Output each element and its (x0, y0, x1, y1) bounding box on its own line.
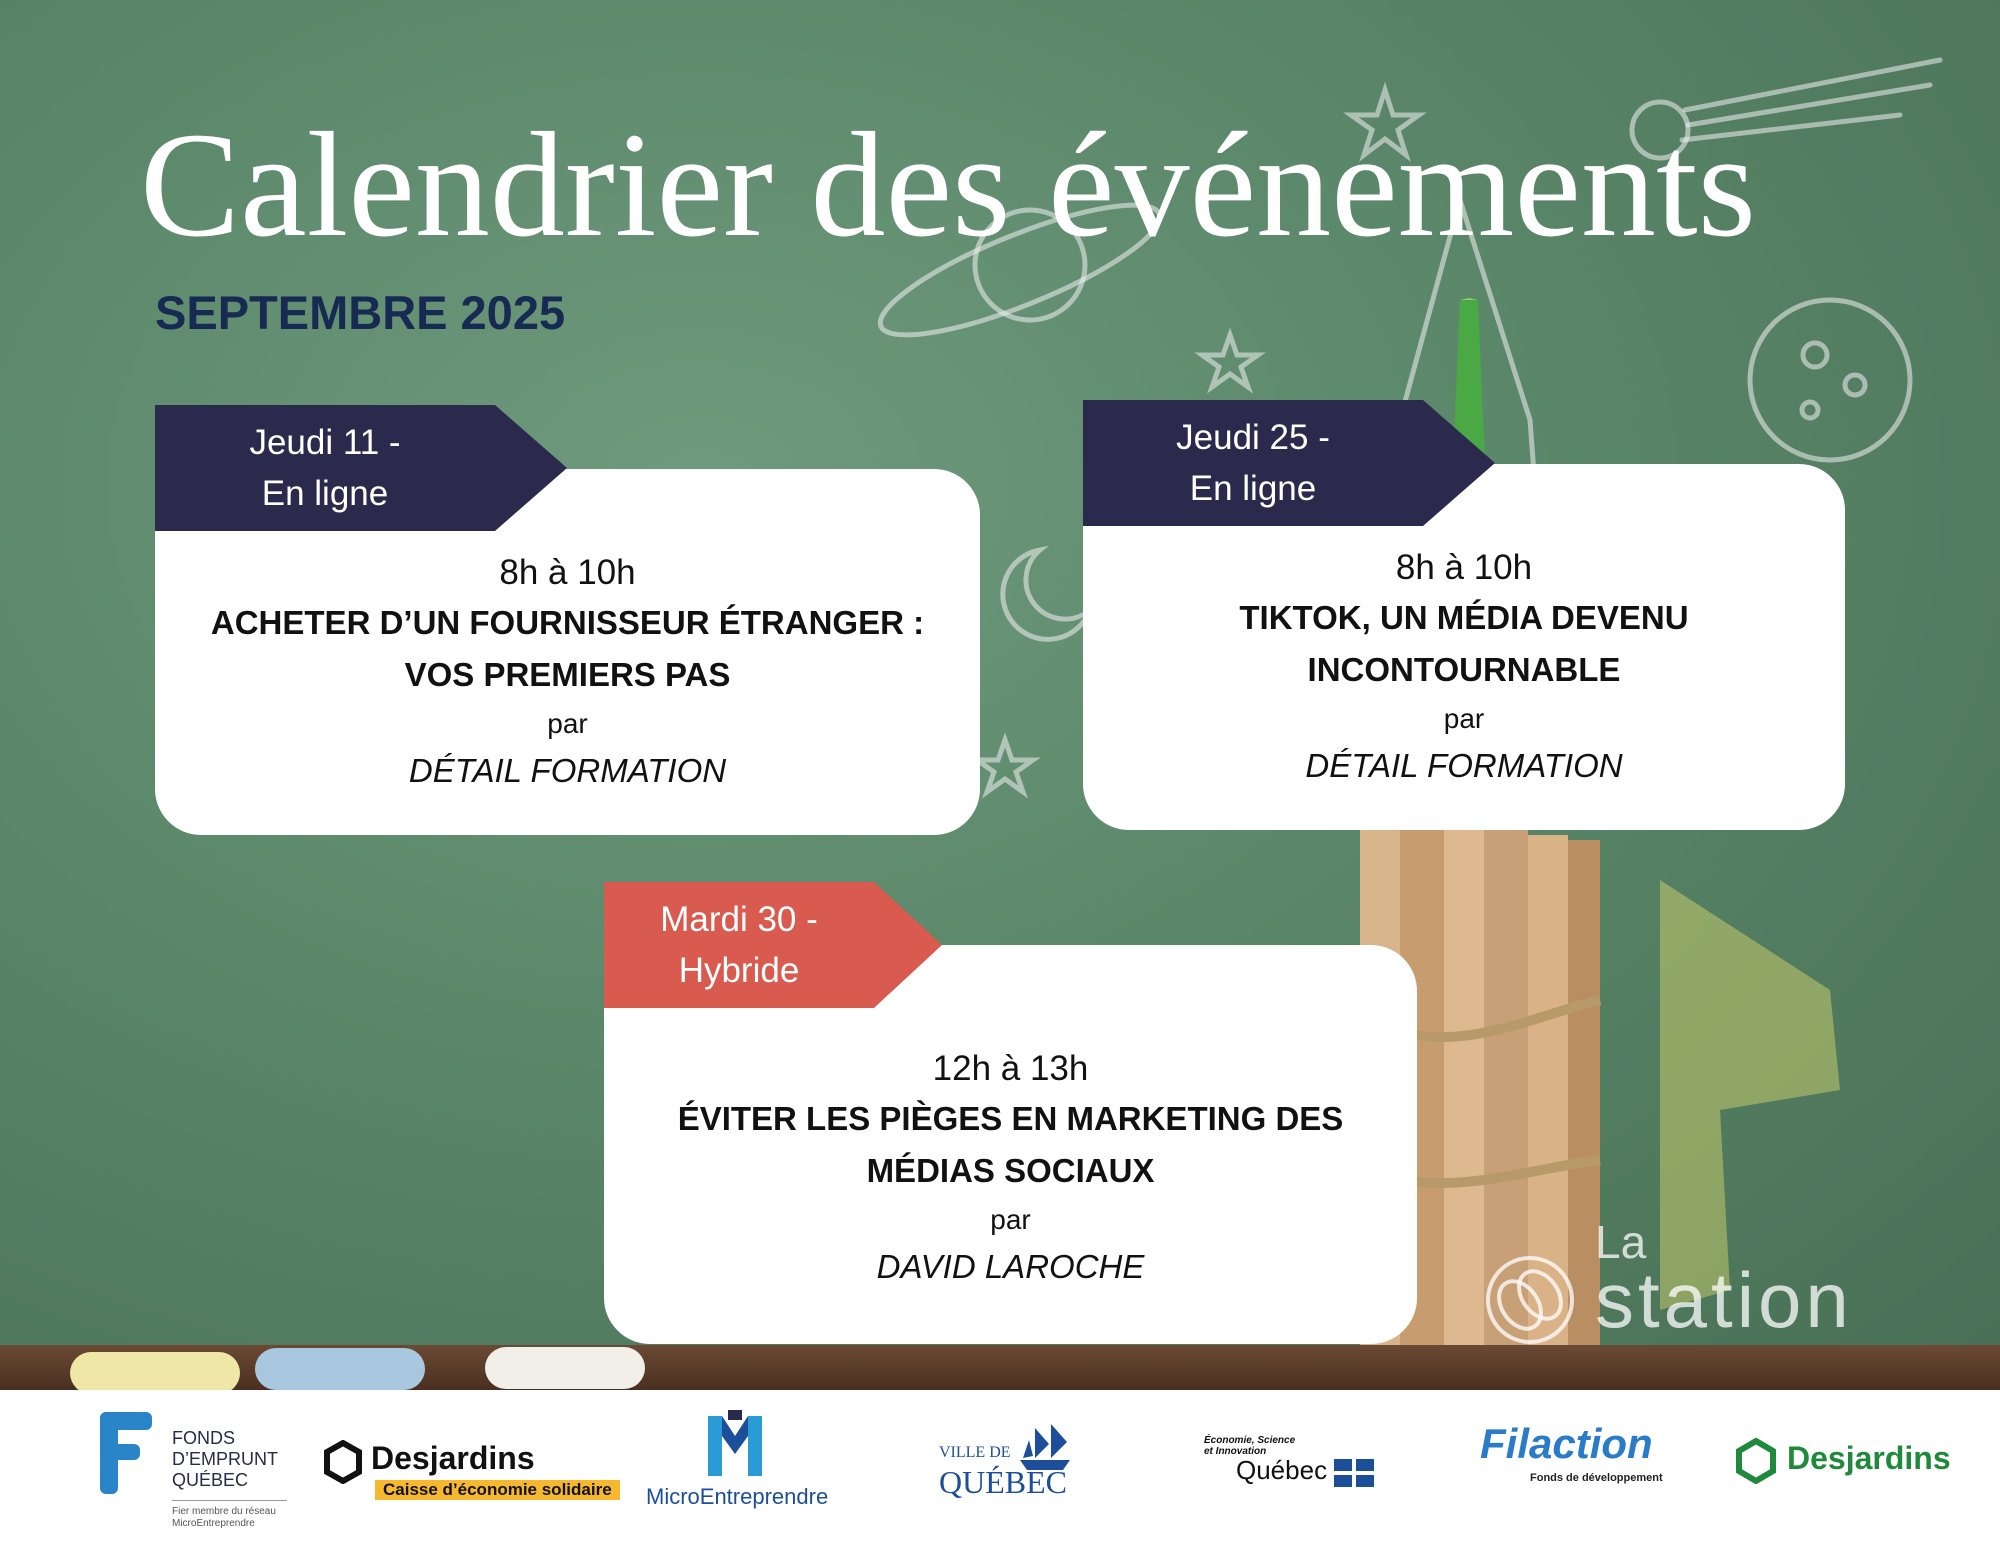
event-day: Jeudi 25 - (1176, 418, 1330, 457)
microentreprendre-name: MicroEntreprendre (646, 1484, 829, 1509)
desjardins-green-hexagon-icon (1735, 1438, 1777, 1484)
filaction-sub: Fonds de développement (1530, 1472, 1663, 1484)
event-card-2 (1083, 400, 1845, 830)
desjardins-name: Desjardins (1787, 1440, 1951, 1476)
ville-quebec-line2: QUÉBEC (939, 1464, 1067, 1500)
economie-line2: et Innovation (1204, 1446, 1267, 1457)
fonds-tagline2: MicroEntreprendre (172, 1518, 255, 1529)
event-card-3 (604, 882, 1417, 1344)
ville-quebec-line1: VILLE DE (939, 1444, 1011, 1461)
event-speaker: DÉTAIL FORMATION (408, 752, 727, 789)
fonds-emprunt-logo (100, 1412, 300, 1537)
event-day: Mardi 30 - (660, 900, 818, 939)
event-by: par (547, 708, 588, 739)
filaction-logo (1480, 1420, 1663, 1500)
sponsor-footer (0, 1390, 2000, 1545)
event-date-tag (604, 882, 874, 1008)
event-speaker: DAVID LAROCHE (876, 1248, 1145, 1285)
white-chalk (485, 1347, 645, 1389)
month-subtitle: SEPTEMBRE 2025 (155, 286, 566, 339)
event-title-line1: TIKTOK, UN MÉDIA DEVENU (1239, 599, 1689, 636)
event-date-tag (1083, 400, 1423, 526)
yellow-chalk (70, 1352, 240, 1390)
event-mode: En ligne (1189, 469, 1317, 508)
event-title-line1: ACHETER D’UN FOURNISSEUR ÉTRANGER : (210, 604, 925, 641)
desjardins-caisse-sub: Caisse d’économie solidaire (375, 1480, 620, 1500)
fonds-divider (172, 1500, 287, 1501)
filaction-name: Filaction (1480, 1420, 1653, 1467)
event-time: 8h à 10h (1395, 548, 1533, 587)
event-date-tag (155, 405, 495, 531)
event-title-line2: VOS PREMIERS PAS (404, 656, 731, 693)
quebec-flag-icon (1334, 1459, 1374, 1487)
station-mark-icon (1485, 1250, 1575, 1350)
event-title-line2: INCONTOURNABLE (1307, 651, 1621, 688)
blue-chalk (255, 1348, 425, 1390)
desjardins-caisse-name: Desjardins (371, 1440, 535, 1476)
page-title: Calendrier des événements (140, 102, 1757, 268)
station-line2: station (1595, 1256, 1853, 1344)
economie-line1: Économie, Science (1204, 1435, 1296, 1446)
economie-quebec-logo (1200, 1435, 1380, 1505)
tag-arrow (1423, 400, 1495, 526)
desjardins-hexagon-icon (323, 1440, 363, 1484)
event-by: par (1443, 703, 1485, 734)
event-mode: En ligne (261, 474, 389, 513)
event-card-1 (155, 405, 980, 835)
event-mode: Hybride (678, 951, 800, 990)
fonds-tagline1: Fier membre du réseau (172, 1506, 276, 1517)
fonds-line1: FONDS (172, 1428, 235, 1448)
economie-line3: Québec (1236, 1455, 1328, 1485)
fonds-f-icon (100, 1412, 152, 1494)
tag-arrow (495, 405, 567, 531)
microentreprendre-logo (640, 1410, 830, 1525)
event-title-line2: MÉDIAS SOCIAUX (866, 1152, 1155, 1189)
event-by: par (990, 1204, 1031, 1235)
fonds-line3: QUÉBEC (172, 1470, 249, 1490)
tag-arrow (874, 882, 942, 1008)
station-line1: La (1595, 1216, 1647, 1268)
event-title-line1: ÉVITER LES PIÈGES EN MARKETING DES (677, 1100, 1344, 1137)
microentreprendre-m-icon (708, 1410, 762, 1476)
event-time: 12h à 13h (932, 1049, 1089, 1088)
ville-quebec-logo (935, 1420, 1085, 1515)
fonds-line2: D’EMPRUNT (172, 1449, 278, 1469)
desjardins-logo (1735, 1438, 1960, 1494)
event-day: Jeudi 11 - (249, 423, 401, 462)
event-time: 8h à 10h (499, 553, 636, 592)
desjardins-caisse-logo (323, 1440, 623, 1510)
event-speaker: DÉTAIL FORMATION (1305, 747, 1623, 784)
